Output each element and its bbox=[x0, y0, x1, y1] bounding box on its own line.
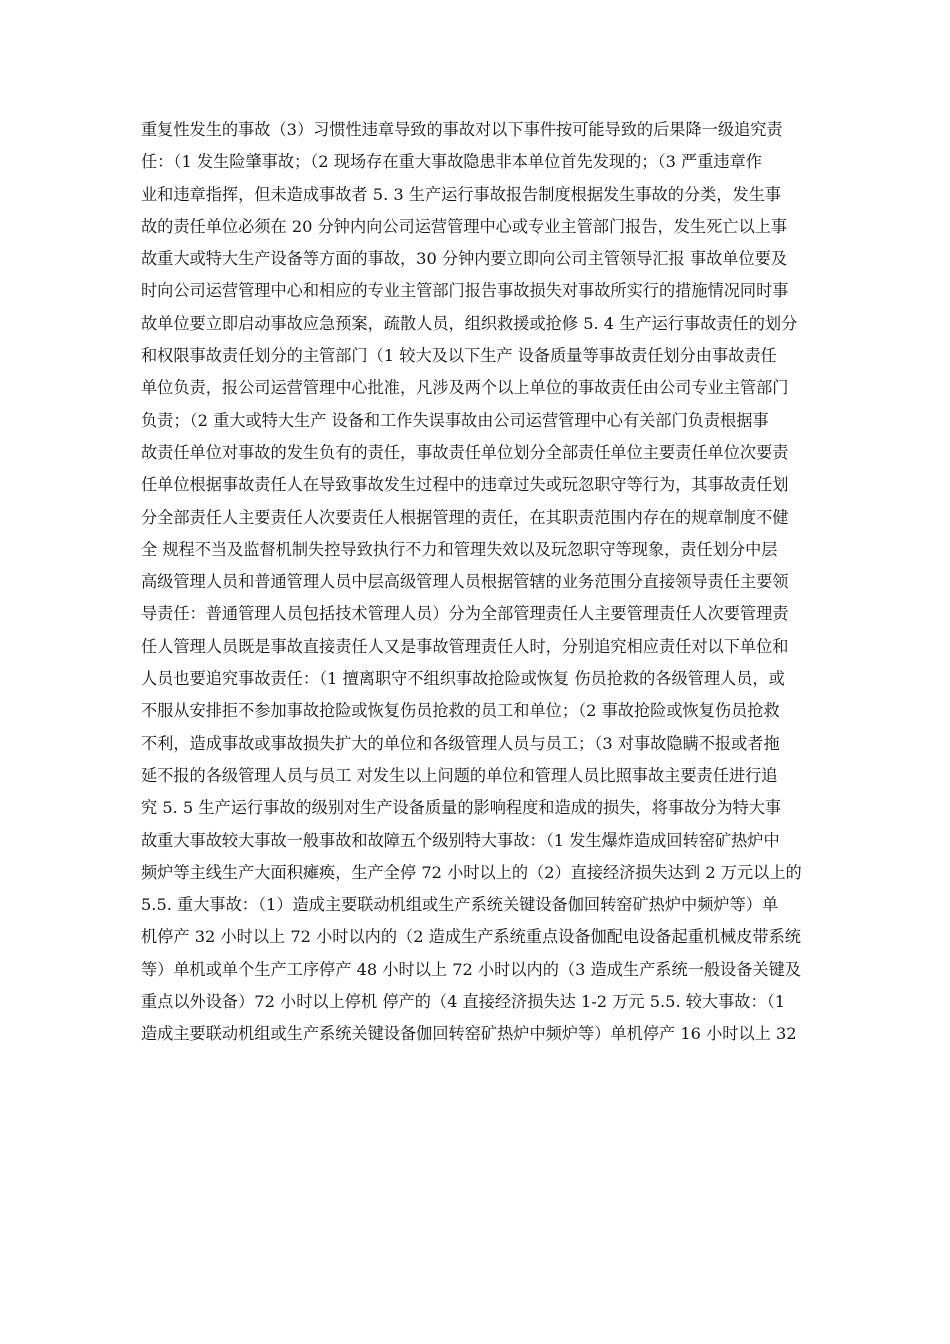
text-line: 机停产 32 小时以上 72 小时以内的（2 造成生产系统重点设备伽配电设备起重机械皮带系统 bbox=[141, 927, 801, 947]
text-line: 不服从安排拒不参加事故抢险或恢复伤员抢救的员工和单位；（2 事故抢险或恢复伤员抢救 bbox=[141, 701, 780, 721]
text-line: 分全部责任人主要责任人次要责任人根据管理的责任，在其职责范围内存在的规章制度不健 bbox=[141, 507, 789, 527]
text-line: 任单位根据事故责任人在导致事故发生过程中的违章过失或玩忽职守等行为，其事故责任划 bbox=[141, 475, 789, 495]
text-line: 不利，造成事故或事故损失扩大的单位和各级管理人员与员工；（3 对事故隐瞒不报或者拖 bbox=[141, 733, 780, 753]
text-line: 负责；（2 重大或特大生产 设备和工作失误事故由公司运营管理中心有关部门负责根据事 bbox=[141, 410, 769, 430]
text-line: 故责任单位对事故的发生负有的责任，事故责任单位划分全部责任单位主要责任单位次要责 bbox=[141, 442, 789, 462]
text-line: 造成主要联动机组或生产系统关键设备伽回转窑矿热炉中频炉等）单机停产 16 小时以上 32 bbox=[141, 1024, 797, 1044]
text-line: 等）单机或单个生产工序停产 48 小时以上 72 小时以内的（3 造成生产系统一般设备关键及 bbox=[141, 959, 801, 979]
text-line: 时向公司运营管理中心和相应的专业主管部门报告事故损失对事故所实行的措施情况同时事 bbox=[141, 281, 789, 301]
text-line: 重复性发生的事故（3）习惯性违章导致的事故对以下事件按可能导致的后果降一级追究责 bbox=[141, 120, 783, 139]
text-line: 故单位要立即启动事故应急预案，疏散人员，组织救援或抢修 5. 4 生产运行事故责任的划分 bbox=[141, 313, 798, 333]
text-line: 任人管理人员既是事故直接责任人又是事故管理责任人时，分别追究相应责任对以下单位和 bbox=[141, 636, 789, 656]
text-line: 单位负责，报公司运营管理中心批准，凡涉及两个以上单位的事故责任由公司专业主管部门 bbox=[141, 378, 789, 398]
text-line: 故的责任单位必须在 20 分钟内向公司运营管理中心或专业主管部门报告，发生死亡以上事 bbox=[141, 216, 788, 236]
text-line: 人员也要追究事故责任：（1 擅离职守不组织事故抢险或恢复 伤员抢救的各级管理人员，或 bbox=[141, 669, 785, 689]
text-line: 高级管理人员和普通管理人员中层高级管理人员根据管辖的业务范围分直接领导责任主要领 bbox=[141, 572, 789, 592]
text-line: 究 5. 5 生产运行事故的级别对生产设备质量的影响程度和造成的损失，将事故分为特大事 bbox=[141, 798, 782, 818]
text-line: 重点以外设备）72 小时以上停机 停产的（4 直接经济损失达 1-2 万元 5.5. 较大事故：（1 bbox=[141, 992, 786, 1012]
text-line: 故重大或特大生产设备等方面的事故，30 分钟内要立即向公司主管领导汇报 事故单位要及 bbox=[141, 249, 788, 269]
text-line: 任：（1 发生险肇事故；（2 现场存在重大事故隐患非本单位首先发现的；（3 严重违章作 bbox=[141, 152, 762, 172]
body-text bbox=[141, 114, 831, 1051]
text-line: 频炉等主线生产大面积瘫痪，生产全停 72 小时以上的（2）直接经济损失达到 2 万元以上的 bbox=[141, 862, 802, 882]
text-line: 延不报的各级管理人员与员工 对发生以上问题的单位和管理人员比照事故主要责任进行追 bbox=[141, 765, 778, 785]
text-line: 5.5. 重大事故：（1）造成主要联动机组或生产系统关键设备伽回转窑矿热炉中频炉等）单 bbox=[141, 895, 779, 915]
text-line: 导责任：普通管理人员包括技术管理人员）分为全部管理责任人主要管理责任人次要管理责 bbox=[141, 604, 789, 624]
text-line: 业和违章指挥，但未造成事故者 5. 3 生产运行事故报告制度根据发生事故的分类，发生事 bbox=[141, 184, 782, 204]
text-line: 全 规程不当及监督机制失控导致执行不力和管理失效以及玩忽职守等现象，责任划分中层 bbox=[141, 539, 778, 559]
text-line: 故重大事故较大事故一般事故和故障五个级别特大事故：（1 发生爆炸造成回转窑矿热炉中 bbox=[141, 830, 780, 850]
text-line: 和权限事故责任划分的主管部门（1 较大及以下生产 设备质量等事故责任划分由事故责任 bbox=[141, 346, 777, 366]
